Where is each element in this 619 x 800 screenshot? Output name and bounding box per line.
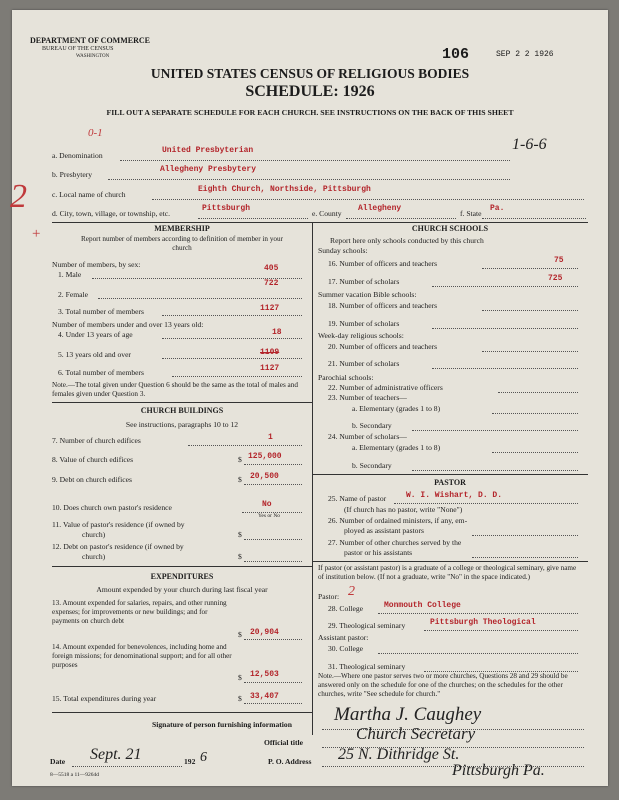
q26-label-cont: ployed as assistant pastors	[344, 526, 424, 535]
corner-code: 1-6-6	[512, 136, 547, 153]
q5-value: 1109	[260, 348, 280, 357]
pastor-note: Note.—Where one pastor serves two or more churches, Questions 28 and 29 should be answered only on the schedule for one of the churches; on the schedules for the other churches, write "See schedule for church."	[318, 672, 568, 698]
local-name-label: c. Local name of church	[52, 190, 126, 199]
q10-label: 10. Does church own pastor's residence	[52, 503, 172, 512]
q23-label: 23. Number of teachers—	[328, 393, 407, 402]
local-name-value: Eighth Church, Northside, Pittsburgh	[198, 185, 371, 194]
signature-label: Signature of person furnishing information	[152, 720, 292, 729]
expenditures-intro: Amount expended by your church during last fiscal year	[96, 585, 268, 594]
q2-label: 2. Female	[58, 290, 88, 299]
q7-value: 1	[268, 433, 273, 442]
q16-value: 75	[554, 256, 564, 265]
q11-label-cont: church)	[82, 530, 106, 539]
schedule-title: SCHEDULE: 1926	[245, 83, 375, 100]
q10-hint: Yes or No	[258, 513, 281, 519]
buildings-intro: See instructions, paragraphs 10 to 12	[125, 420, 239, 429]
q9-value: 20,500	[250, 472, 279, 481]
city-label: WASHINGTON	[76, 54, 110, 59]
county-value: Allegheny	[358, 204, 402, 213]
q4-label: 4. Under 13 years of age	[58, 330, 133, 339]
q7-label: 7. Number of church edifices	[52, 436, 141, 445]
q12-label: 12. Debt on pastor's residence (if owned by	[52, 542, 184, 551]
q13-label: 13. Amount expended for salaries, repairs, and other running expenses; for improvements or new buildings; and for payments on church debt	[52, 599, 227, 625]
address-label: P. O. Address	[268, 757, 312, 766]
q24a-label: a. Elementary (grades 1 to 8)	[352, 443, 441, 452]
census-schedule-sheet	[12, 10, 608, 786]
membership-intro: Report number of members according to definition of member in your church	[81, 235, 283, 252]
q15-value: 33,407	[250, 692, 279, 701]
q5-label: 5. 13 years old and over	[58, 350, 131, 359]
q22-label: 22. Number of administrative officers	[328, 383, 443, 392]
stamp-number: 106	[442, 46, 470, 63]
q8-dollar: $	[238, 455, 242, 464]
year-digit: 6	[200, 750, 207, 765]
q20-label: 20. Number of officers and teachers	[328, 342, 438, 351]
stamp-date: SEP 2 2 1926	[496, 50, 554, 59]
county-label: e. County	[312, 209, 342, 218]
plus-mark: +	[32, 226, 41, 242]
q19-label: 19. Number of scholars	[328, 319, 400, 328]
q15-label: 15. Total expenditures during year	[52, 694, 157, 703]
q14-label: 14. Amount expended for benevolences, including home and foreign missions; for denominational support; and for all other purposes	[52, 643, 232, 669]
q4-value: 18	[272, 328, 282, 337]
margin-number: 2	[10, 178, 27, 215]
date-label: Date	[50, 757, 66, 766]
city-value: Pittsburgh	[202, 204, 251, 213]
q28-label: 28. College	[328, 604, 364, 613]
q16-label: 16. Number of officers and teachers	[328, 259, 438, 268]
q25-value: W. I. Wishart, D. D.	[406, 491, 503, 500]
weekday-label: Week-day religious schools:	[318, 331, 404, 340]
q27-label-cont: pastor or his assistants	[344, 548, 413, 557]
q21-label: 21. Number of scholars	[328, 359, 400, 368]
form-number: 8—5518 a 11—9264d	[50, 772, 99, 778]
q29-value: Pittsburgh Theological	[430, 618, 536, 627]
q15-dollar: $	[238, 694, 242, 703]
summer-label: Summer vacation Bible schools:	[318, 290, 417, 299]
q23b-label: b. Secondary	[352, 421, 392, 430]
q12-label-cont: church)	[82, 552, 106, 561]
q11-dollar: $	[238, 530, 242, 539]
q25-hint: (If church has no pastor, write "None")	[344, 505, 463, 514]
q14-dollar: $	[238, 673, 242, 682]
city-field-label: d. City, town, village, or township, etc.	[52, 209, 171, 218]
presbytery-value: Allegheny Presbytery	[160, 165, 257, 174]
pastor-mark: 2	[348, 584, 355, 599]
signature-value: Martha J. Caughey	[334, 704, 482, 725]
address-city: Pittsburgh Pa.	[452, 762, 545, 779]
schools-title: CHURCH SCHOOLS	[411, 224, 489, 233]
official-title-label: Official title	[264, 738, 304, 747]
presbytery-label: b. Presbytery	[52, 170, 93, 179]
q29-label: 29. Theological seminary	[328, 621, 406, 630]
q1-value: 405	[264, 264, 279, 273]
sunday-label: Sunday schools:	[318, 246, 368, 255]
q30-label: 30. College	[328, 644, 364, 653]
membership-note: Note.—The total given under Question 6 should be the same as the total of males and females given under Question 3.	[52, 381, 298, 398]
q11-label: 11. Value of pastor's residence (if owned by	[52, 520, 185, 529]
q9-dollar: $	[238, 475, 242, 484]
q3-value: 1127	[260, 304, 280, 313]
q8-label: 8. Value of church edifices	[52, 455, 134, 464]
bureau-label: BUREAU OF THE CENSUS	[42, 46, 114, 52]
pastor-sublabel: Pastor:	[318, 592, 340, 601]
q6-value: 1127	[260, 364, 280, 373]
q17-label: 17. Number of scholars	[328, 277, 400, 286]
instruction-line: FILL OUT A SEPARATE SCHEDULE FOR EACH CHURCH. SEE INSTRUCTIONS ON THE BACK OF THIS SHEET	[106, 108, 514, 117]
state-value: Pa.	[490, 204, 505, 213]
q12-dollar: $	[238, 552, 242, 561]
q6-label: 6. Total number of members	[58, 368, 145, 377]
assistant-label: Assistant pastor:	[318, 633, 369, 642]
q26-label: 26. Number of ordained ministers, if any, em-	[328, 516, 468, 525]
pastor-title: PASTOR	[434, 478, 466, 487]
q9-label: 9. Debt on church edifices	[52, 475, 132, 484]
parochial-label: Parochial schools:	[318, 373, 374, 382]
department-label: DEPARTMENT OF COMMERCE	[30, 36, 151, 45]
q24-label: 24. Number of scholars—	[328, 432, 407, 441]
q28-value: Monmouth College	[384, 601, 461, 610]
q10-value: No	[262, 500, 272, 509]
expenditures-title: EXPENDITURES	[150, 572, 214, 581]
q3-label: 3. Total number of members	[58, 307, 145, 316]
q24b-label: b. Secondary	[352, 461, 392, 470]
by-sex-label: Number of members, by sex:	[52, 260, 141, 269]
q31-label: 31. Theological seminary	[328, 662, 406, 671]
official-title-value: Church Secretary	[356, 724, 476, 743]
q1-label: 1. Male	[58, 270, 82, 279]
q25-label: 25. Name of pastor	[328, 494, 387, 503]
q13-dollar: $	[238, 630, 242, 639]
membership-title: MEMBERSHIP	[154, 224, 210, 233]
address-value: 25 N. Dithridge St.	[338, 746, 460, 763]
margin-code: 0-1	[88, 127, 103, 139]
q18-label: 18. Number of officers and teachers	[328, 301, 438, 310]
denomination-label: a. Denomination	[52, 151, 103, 160]
under-over-label: Number of members under and over 13 years old:	[52, 320, 204, 329]
buildings-title: CHURCH BUILDINGS	[140, 406, 224, 415]
date-value: Sept. 21	[90, 746, 142, 763]
graduate-note: If pastor (or assistant pastor) is a graduate of a college or theological seminary, give name of institution below. (If not a graduate, write "No" in the space indicated.)	[318, 564, 577, 581]
q27-label: 27. Number of other churches served by the	[328, 538, 462, 547]
state-label: f. State	[460, 209, 482, 218]
schools-intro: Report here only schools conducted by this church	[330, 236, 484, 245]
year-prefix: 192	[184, 757, 196, 766]
form-title: UNITED STATES CENSUS OF RELIGIOUS BODIES	[150, 66, 470, 81]
q14-value: 12,503	[250, 670, 279, 679]
denomination-value: United Presbyterian	[162, 146, 254, 155]
q2-value: 722	[264, 279, 279, 288]
q23a-label: a. Elementary (grades 1 to 8)	[352, 404, 441, 413]
q8-value: 125,000	[248, 452, 282, 461]
q17-value: 725	[548, 274, 563, 283]
q13-value: 20,904	[250, 628, 279, 637]
